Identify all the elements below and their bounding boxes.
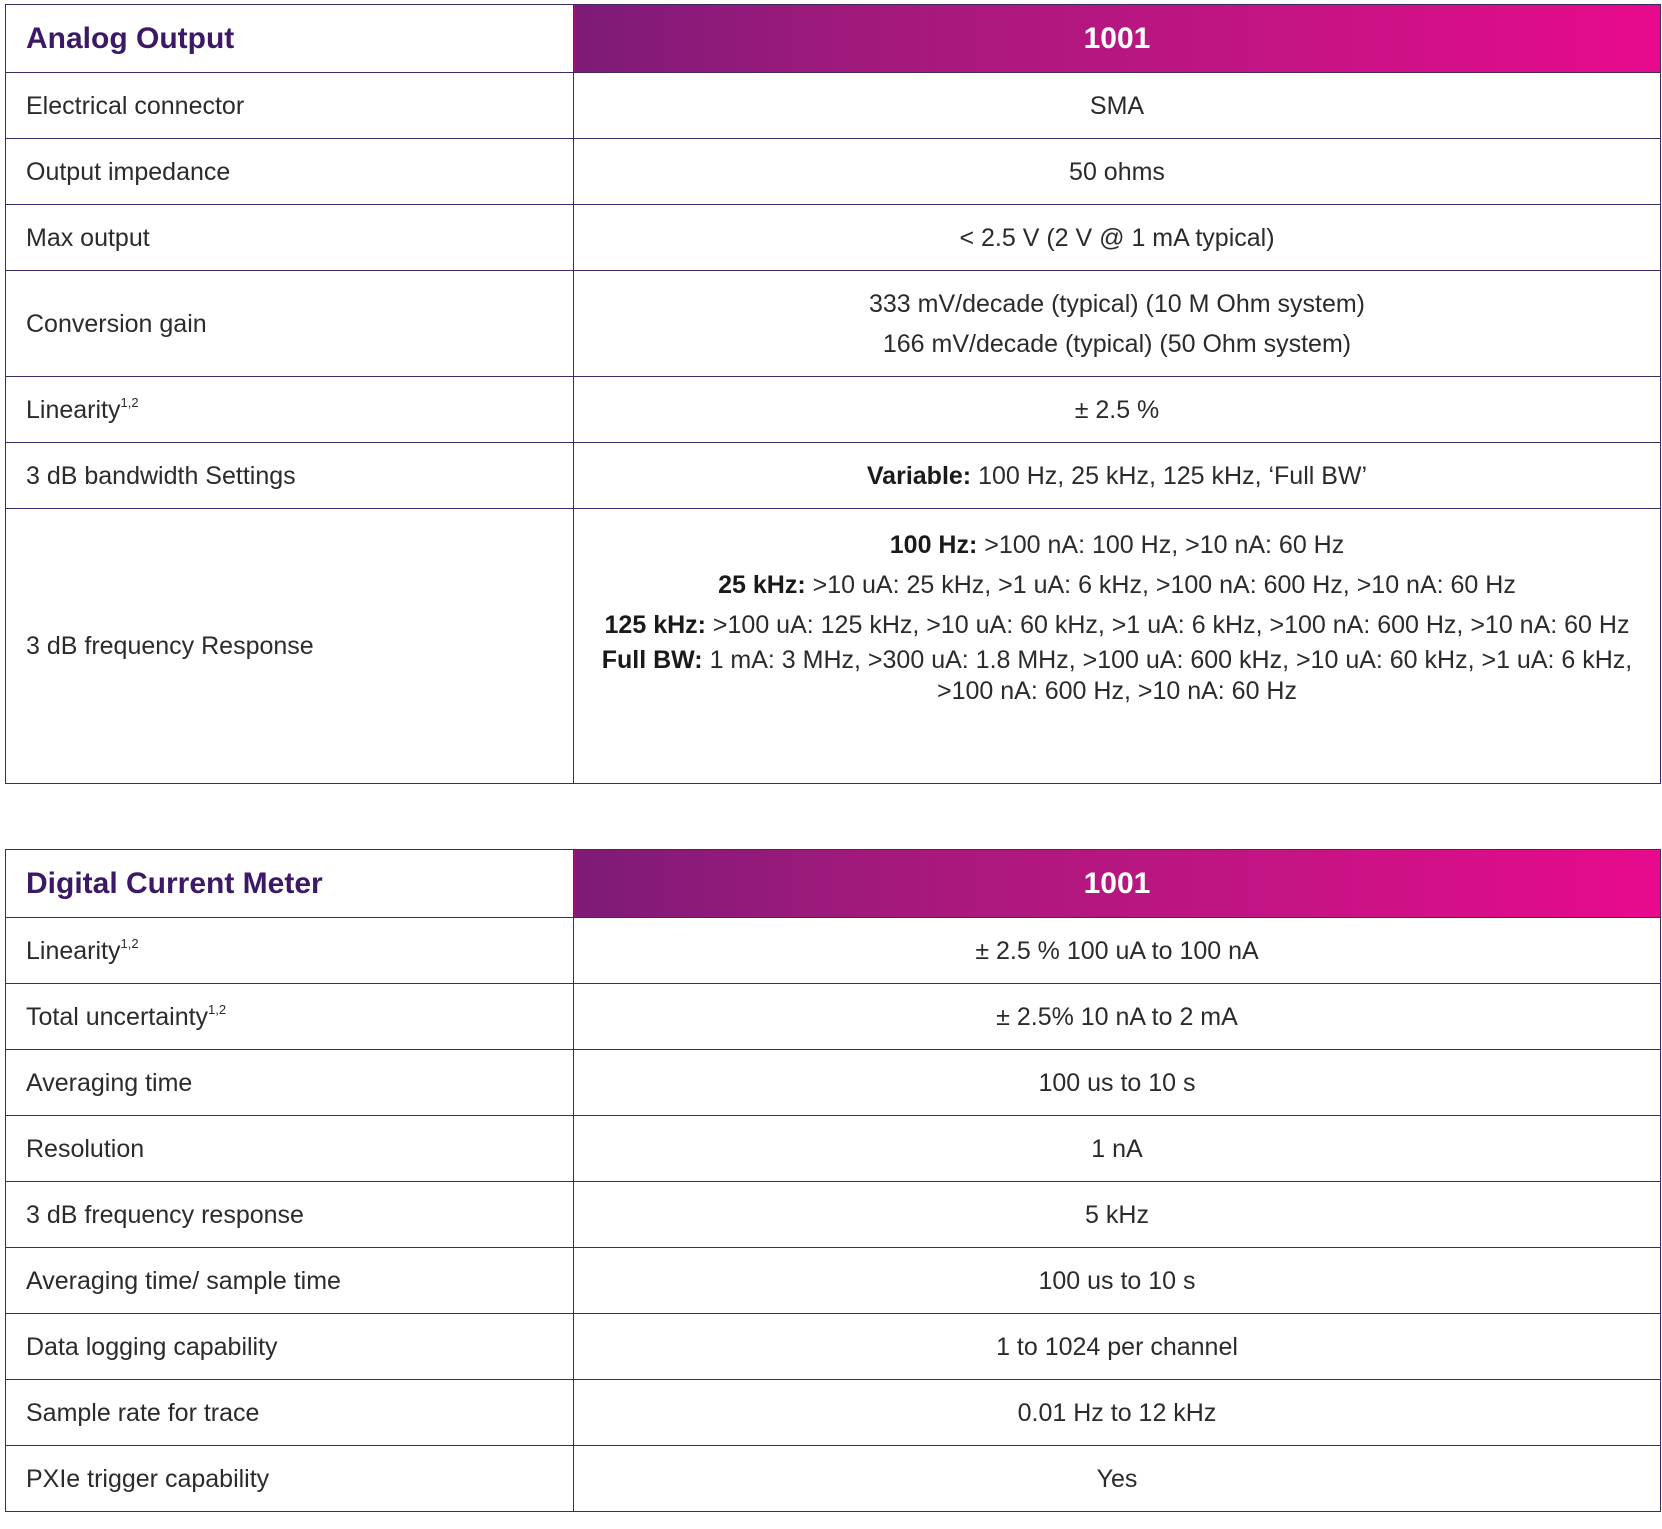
row-label	[6, 984, 574, 1050]
row-value: 5 kHz	[574, 1182, 1661, 1248]
table-row	[6, 1446, 1661, 1512]
label-text: Linearity	[26, 936, 121, 965]
value-rest: 100 Hz, 25 kHz, 125 kHz, ‘Full BW’	[971, 461, 1368, 490]
value-rest: >10 uA: 25 kHz, >1 uA: 6 kHz, >100 nA: 600 Hz, >10 nA: 60 Hz	[805, 571, 1516, 599]
table-row	[6, 1116, 1661, 1182]
label-text: Total uncertainty	[26, 1002, 209, 1031]
value-line	[574, 525, 1660, 565]
digital-current-meter-table	[5, 849, 1661, 1512]
row-label: Averaging time	[6, 1050, 574, 1116]
row-value: ± 2.5% 10 nA to 2 mA	[574, 984, 1661, 1050]
value-key: 125 kHz:	[604, 611, 706, 639]
row-label: 3 dB bandwidth Settings	[6, 443, 574, 509]
table-row	[6, 1248, 1661, 1314]
row-label: Electrical connector	[6, 73, 574, 139]
row-value	[574, 271, 1661, 377]
table-row	[6, 205, 1661, 271]
row-value	[574, 443, 1661, 509]
value-key: Variable:	[866, 461, 972, 490]
row-label: Sample rate for trace	[6, 1380, 574, 1446]
value-rest: >100 uA: 125 kHz, >10 uA: 60 kHz, >1 uA: 6 kHz, >100 nA: 600 Hz, >10 nA: 60 Hz	[705, 611, 1630, 639]
table-row	[6, 918, 1661, 984]
table-row	[6, 1050, 1661, 1116]
row-value: 50 ohms	[574, 139, 1661, 205]
row-label: Output impedance	[6, 139, 574, 205]
row-label	[6, 377, 574, 443]
row-value: < 2.5 V (2 V @ 1 mA typical)	[574, 205, 1661, 271]
row-label: PXIe trigger capability	[6, 1446, 574, 1512]
table-row	[6, 1314, 1661, 1380]
row-label: Max output	[6, 205, 574, 271]
value-line: 166 mV/decade (typical) (50 Ohm system)	[882, 329, 1352, 358]
value-rest: 1 mA: 3 MHz, >300 uA: 1.8 MHz, >100 uA: 600 kHz, >10 uA: 60 kHz, >1 uA: 6 kHz,	[702, 646, 1633, 674]
label-text: Linearity	[26, 395, 121, 424]
value-rest: >100 nA: 100 Hz, >10 nA: 60 Hz	[977, 531, 1345, 559]
row-label: Resolution	[6, 1116, 574, 1182]
value-line	[574, 645, 1660, 707]
value-key: Full BW:	[601, 646, 703, 674]
footnote-ref: 1,2	[120, 394, 139, 410]
value-rest: >100 nA: 600 Hz, >10 nA: 60 Hz	[937, 677, 1297, 705]
table-row	[6, 1182, 1661, 1248]
row-value: SMA	[574, 73, 1661, 139]
model-header: 1001	[574, 5, 1661, 73]
table-row	[6, 1380, 1661, 1446]
row-value: 100 us to 10 s	[574, 1248, 1661, 1314]
table-row	[6, 271, 1661, 377]
row-value: 100 us to 10 s	[574, 1050, 1661, 1116]
table-header-row	[6, 5, 1661, 73]
value-line	[574, 605, 1660, 645]
row-value: 0.01 Hz to 12 kHz	[574, 1380, 1661, 1446]
table-row	[6, 509, 1661, 784]
row-value: 1 to 1024 per channel	[574, 1314, 1661, 1380]
value-key: 25 kHz:	[718, 571, 806, 599]
table-row	[6, 443, 1661, 509]
row-value: 1 nA	[574, 1116, 1661, 1182]
section-title: Analog Output	[6, 5, 574, 73]
row-label: Conversion gain	[6, 271, 574, 377]
value-key: 100 Hz:	[889, 531, 978, 559]
footnote-ref: 1,2	[120, 935, 139, 951]
row-value: ± 2.5 %	[574, 377, 1661, 443]
row-label: 3 dB frequency response	[6, 1182, 574, 1248]
section-title: Digital Current Meter	[6, 850, 574, 918]
footnote-ref: 1,2	[208, 1001, 227, 1017]
table-row	[6, 139, 1661, 205]
row-label	[6, 918, 574, 984]
row-value: Yes	[574, 1446, 1661, 1512]
row-label: Averaging time/ sample time	[6, 1248, 574, 1314]
value-line	[574, 565, 1660, 605]
table-row	[6, 73, 1661, 139]
model-header: 1001	[574, 850, 1661, 918]
analog-output-table	[5, 4, 1661, 784]
row-value: ± 2.5 % 100 uA to 100 nA	[574, 918, 1661, 984]
row-value	[574, 509, 1661, 784]
table-row	[6, 984, 1661, 1050]
table-row	[6, 377, 1661, 443]
table-header-row	[6, 850, 1661, 918]
row-label: 3 dB frequency Response	[6, 509, 574, 784]
value-line: 333 mV/decade (typical) (10 M Ohm system)	[869, 289, 1365, 318]
row-label: Data logging capability	[6, 1314, 574, 1380]
